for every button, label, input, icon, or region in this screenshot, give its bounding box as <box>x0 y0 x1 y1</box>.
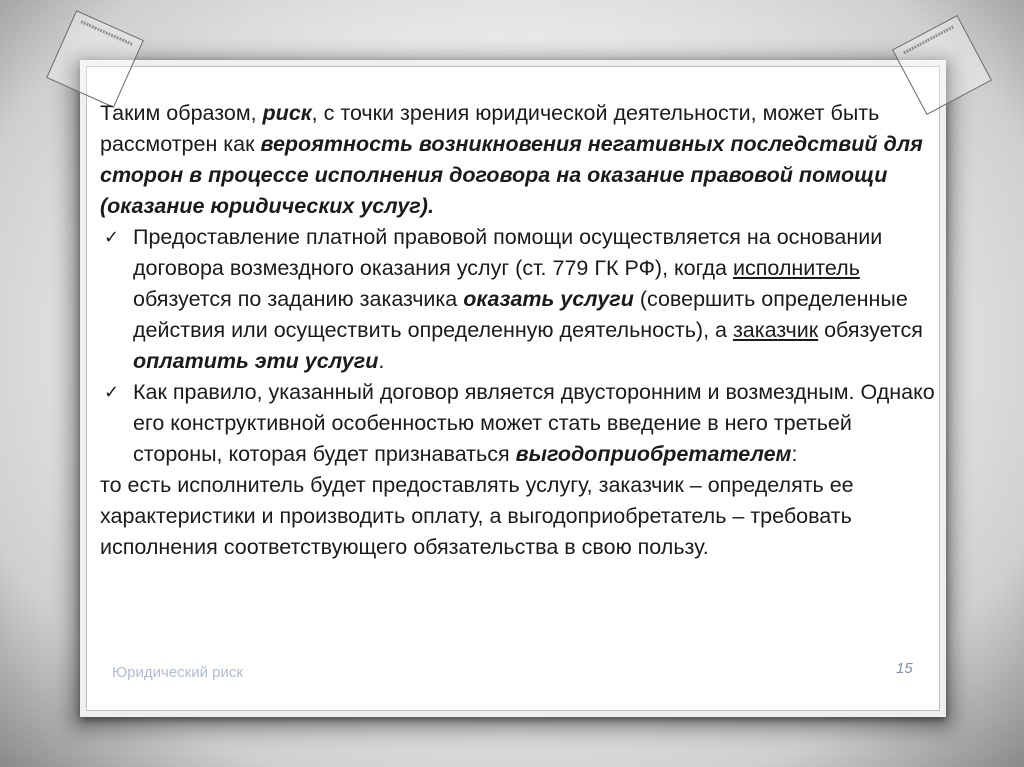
ghost-footer-text: Юридический риск <box>112 664 243 681</box>
slide-text <box>100 98 940 563</box>
risk-term: риск <box>262 101 312 125</box>
page-number: 15 <box>896 660 913 677</box>
bullet-item-beneficiary: ✓ Как правило, указанный договор является двусторонним и возмездным. Однако его конструктивной особенностью может стать введение в него третьей стороны, которая будет признаваться выгодоприобретателем: <box>100 377 940 470</box>
intro-paragraph: Таким образом, риск, с точки зрения юридической деятельности, может быть рассмотрен как вероятность возникновения негативных последствий для сторон в процессе исполнения договора на оказание правовой помощи (оказание юридических услуг). <box>100 101 923 218</box>
checkmark-icon: ✓ <box>104 227 120 248</box>
bullet-item-contract: ✓ Предоставление платной правовой помощи осуществляется на основании договора возмездного оказания услуг (ст. 779 ГК РФ), когда исполнитель обязуется по заданию заказчика оказать услуги (совершить определенные действия или осуществить определенную деятельность), а заказчик обязуется оплатить эти услуги. <box>100 222 940 377</box>
checkmark-icon: ✓ <box>104 382 120 403</box>
conclusion-paragraph: то есть исполнитель будет предоставлять услугу, заказчик – определять ее характеристики и производить оплату, а выгодоприобретатель – требовать исполнения соответствующего обязательства в свою пользу. <box>100 473 854 559</box>
risk-definition: вероятность возникновения негативных последствий для сторон в процессе исполнения договора на оказание правовой помощи (оказание юридических услуг). <box>100 132 923 218</box>
